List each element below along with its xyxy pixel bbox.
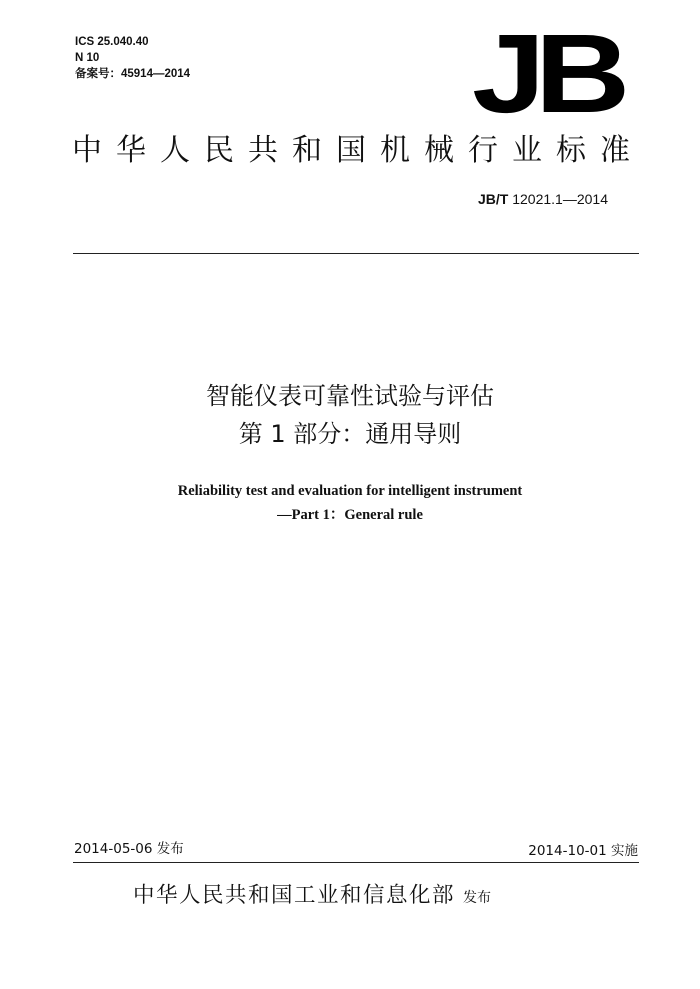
footer-divider bbox=[73, 862, 639, 863]
ics-code: ICS 25.040.40 bbox=[75, 36, 149, 48]
english-title-line-2: —Part 1：General rule bbox=[277, 507, 423, 523]
jb-logo: JB bbox=[472, 11, 620, 136]
publisher-org: 中华人民共和国工业和信息化部 bbox=[133, 883, 456, 908]
standard-code-number: 12021.1—2014 bbox=[512, 191, 608, 207]
publisher-action: 发布 bbox=[463, 890, 492, 906]
publisher bbox=[133, 881, 491, 913]
standard-category-title: 中华人民共和国机械行业标准 bbox=[72, 133, 644, 168]
standard-code bbox=[478, 190, 608, 208]
record-number: 备案号：45914—2014 bbox=[75, 68, 191, 80]
chinese-title-line-1: 智能仪表可靠性试验与评估 bbox=[206, 382, 494, 410]
classification-code: N 10 bbox=[75, 52, 100, 64]
document-metadata bbox=[75, 34, 190, 82]
standard-code-prefix: JB/T bbox=[478, 191, 509, 207]
issue-date: 2014-05-06 发布 bbox=[74, 841, 184, 857]
implementation-date: 2014-10-01 实施 bbox=[528, 843, 638, 859]
english-title-line-1: Reliability test and evaluation for intelligent instrument bbox=[177, 483, 523, 499]
header-divider bbox=[73, 253, 639, 254]
chinese-title-line-2: 第 1 部分：通用导则 bbox=[238, 420, 462, 448]
